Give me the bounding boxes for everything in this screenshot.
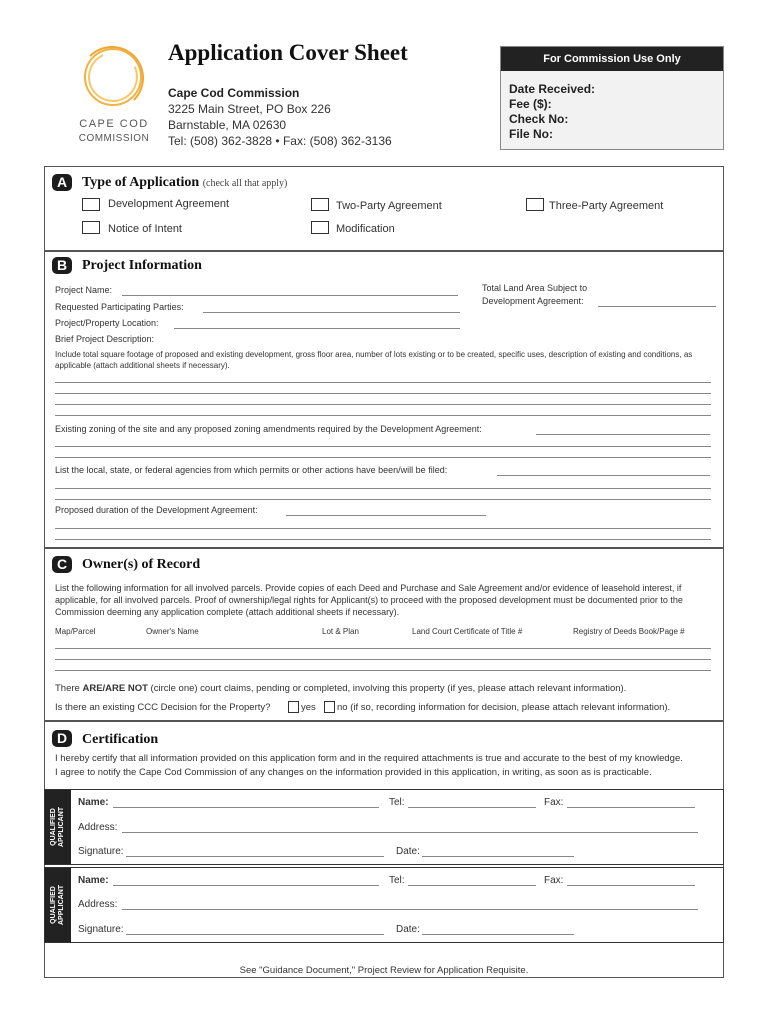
section-a-note: (check all that apply) <box>202 178 288 189</box>
applicant-2-sidebar-label <box>50 868 66 942</box>
address-line1: 3225 Main Street, PO Box 226 <box>168 102 331 116</box>
col-map-parcel: Map/Parcel <box>55 627 96 636</box>
agencies-field[interactable] <box>497 475 710 476</box>
applicant-2-address-field[interactable] <box>122 909 698 910</box>
duration-label: Proposed duration of the Development Agreement: <box>55 505 258 515</box>
section-a-title-text: Type of Application <box>82 175 200 190</box>
are-are-not[interactable]: ARE/ARE NOT <box>82 683 148 694</box>
owners-line[interactable] <box>55 659 711 660</box>
applicant-1-address-field[interactable] <box>122 832 698 833</box>
applicant-2-fax-field[interactable] <box>567 885 695 886</box>
applicant-2-side-line1: QUALIFIED <box>50 886 57 924</box>
project-name-field[interactable] <box>122 295 458 296</box>
three-party-checkbox[interactable] <box>526 198 544 211</box>
applicant-1-fax-field[interactable] <box>567 807 695 808</box>
brief-label: Brief Project Description: <box>55 334 155 344</box>
applicant-1-name-label: Name: <box>78 797 109 808</box>
duration-field[interactable] <box>286 515 486 516</box>
applicant-2-address-label: Address: <box>78 899 118 910</box>
description-line[interactable] <box>55 393 711 394</box>
applicant-2-date-field[interactable] <box>422 934 574 935</box>
section-d-badge: D <box>52 730 72 747</box>
applicant-1-side-line1: QUALIFIED <box>50 808 57 846</box>
notice-of-intent-checkbox[interactable] <box>82 221 100 234</box>
col-land-court: Land Court Certificate of Title # <box>412 627 523 636</box>
commission-use-box <box>500 46 724 150</box>
total-land-label: Total Land Area Subject to <box>482 283 588 293</box>
ccc-yes-checkbox[interactable] <box>288 701 299 713</box>
contact-line: Tel: (508) 362-3828 • Fax: (508) 362-3136 <box>168 134 392 148</box>
col-lot-plan: Lot & Plan <box>322 627 359 636</box>
applicant-1-fax-label: Fax: <box>544 797 564 808</box>
applicant-2-sidebar <box>45 868 71 942</box>
ccc-no-label: no (if so, recording information for decision, please attach relevant information). <box>337 702 671 713</box>
col-owner-name: Owner's Name <box>146 627 199 636</box>
ccc-question: Is there an existing CCC Decision for the Property? <box>55 702 271 713</box>
owners-intro: List the following information for all involved parcels. Provide copies of each Deed and Purchase and Sale Agreement and/or evidence of leasehold interest, if applicable, for all involved parcels. Proof of ownership/legal rights for Applicant(s) to proceed with the proposed development must be documented prior to the Commission deeming any application complete (attach additional sheets if necessary). <box>55 583 683 617</box>
applicant-2-tel-field[interactable] <box>408 885 536 886</box>
modification-checkbox[interactable] <box>311 221 329 234</box>
applicant-2-date-label: Date: <box>396 924 420 935</box>
check-no-label: Check No: <box>509 112 569 126</box>
fee-label: Fee ($): <box>509 97 552 111</box>
applicant-1-address-label: Address: <box>78 822 118 833</box>
date-received-label: Date Received: <box>509 82 596 96</box>
modification-label: Modification <box>336 223 395 235</box>
section-a-title <box>82 175 287 191</box>
agencies-label: List the local, state, or federal agencies from which permits or other actions have been/will be filed: <box>55 465 448 475</box>
description-line[interactable] <box>55 415 711 416</box>
logo-line1: CAPE COD <box>79 118 149 130</box>
agencies-line[interactable] <box>55 499 711 500</box>
section-b-badge: B <box>52 257 72 274</box>
applicant-1-side-line2: APPLICANT <box>58 806 65 848</box>
claims-pre: There <box>55 683 83 694</box>
three-party-label: Three-Party Agreement <box>549 200 664 212</box>
section-a-badge: A <box>52 174 72 191</box>
col-registry: Registry of Deeds Book/Page # <box>573 627 685 636</box>
land-area-field[interactable] <box>598 306 716 307</box>
development-agreement-checkbox[interactable] <box>82 198 100 211</box>
development-agreement-label: Development Agreement <box>108 198 230 210</box>
zoning-line[interactable] <box>55 457 711 458</box>
file-no-label: File No: <box>509 127 553 141</box>
applicant-1-sidebar <box>45 790 71 864</box>
applicant-2-tel-label: Tel: <box>389 875 405 886</box>
parties-label: Requested Participating Parties: <box>55 302 184 312</box>
address-line2: Barnstable, MA 02630 <box>168 118 287 132</box>
applicant-1-box <box>44 789 724 865</box>
two-party-label: Two-Party Agreement <box>336 200 442 212</box>
applicant-1-tel-label: Tel: <box>389 797 405 808</box>
zoning-label: Existing zoning of the site and any proposed zoning amendments required by the Development Agreement: <box>55 424 482 434</box>
owners-line[interactable] <box>55 648 711 649</box>
location-field[interactable] <box>174 328 460 329</box>
applicant-2-fax-label: Fax: <box>544 875 564 886</box>
section-c-badge: C <box>52 556 72 573</box>
parties-field[interactable] <box>203 312 460 313</box>
applicant-1-tel-field[interactable] <box>408 807 536 808</box>
page-title: Application Cover Sheet <box>168 40 408 65</box>
project-name-label: Project Name: <box>55 285 113 295</box>
applicant-1-signature-label: Signature: <box>78 846 124 857</box>
zoning-field[interactable] <box>536 434 710 435</box>
claims-post: (circle one) court claims, pending or completed, involving this property (if yes, please attach relevant information). <box>147 683 627 694</box>
applicant-2-box <box>44 867 724 943</box>
applicant-1-sidebar-label <box>50 790 66 864</box>
location-label: Project/Property Location: <box>55 318 159 328</box>
applicant-2-name-label: Name: <box>78 875 109 886</box>
court-claims-text <box>55 683 626 694</box>
brief-note: Include total square footage of proposed and existing development, gross floor area, number of lots existing or to be created, specific uses, description of existing and conditions, as applicable (attach additional sheets if necessary). <box>55 350 693 370</box>
duration-line[interactable] <box>55 539 711 540</box>
logo-line2: COMMISSION <box>78 133 150 144</box>
owners-line[interactable] <box>55 670 711 671</box>
applicant-1-signature-field[interactable] <box>126 856 384 857</box>
applicant-2-signature-label: Signature: <box>78 924 124 935</box>
applicant-2-name-field[interactable] <box>113 885 379 886</box>
dev-agreement-land-label: Development Agreement: <box>482 296 584 306</box>
agencies-line[interactable] <box>55 488 711 489</box>
footer-note: See "Guidance Document," Project Review for Application Requisite. <box>239 965 529 976</box>
zoning-line[interactable] <box>55 446 711 447</box>
description-line[interactable] <box>55 404 711 405</box>
duration-line[interactable] <box>55 528 711 529</box>
section-b-title: Project Information <box>82 258 202 273</box>
description-line[interactable] <box>55 382 711 383</box>
two-party-checkbox[interactable] <box>311 198 329 211</box>
section-d-title: Certification <box>82 732 159 747</box>
applicant-2-signature-field[interactable] <box>126 934 384 935</box>
notice-of-intent-label: Notice of Intent <box>108 223 182 235</box>
certify-text-2: I agree to notify the Cape Cod Commission of any changes on the information provided in this application, in writing, as soon as is practicable. <box>55 767 652 778</box>
ccc-no-checkbox[interactable] <box>324 701 335 713</box>
org-name: Cape Cod Commission <box>168 86 300 100</box>
certify-text-1: I hereby certify that all information provided on this application form and in the required attachments is true and accurate to the best of my knowledge. <box>55 753 683 764</box>
section-c-title: Owner(s) of Record <box>82 557 201 572</box>
applicant-1-date-label: Date: <box>396 846 420 857</box>
applicant-2-side-line2: APPLICANT <box>58 884 65 926</box>
applicant-1-date-field[interactable] <box>422 856 574 857</box>
ccc-yes-label: yes <box>301 702 316 713</box>
commission-heading: For Commission Use Only <box>501 47 723 71</box>
applicant-1-name-field[interactable] <box>113 807 379 808</box>
